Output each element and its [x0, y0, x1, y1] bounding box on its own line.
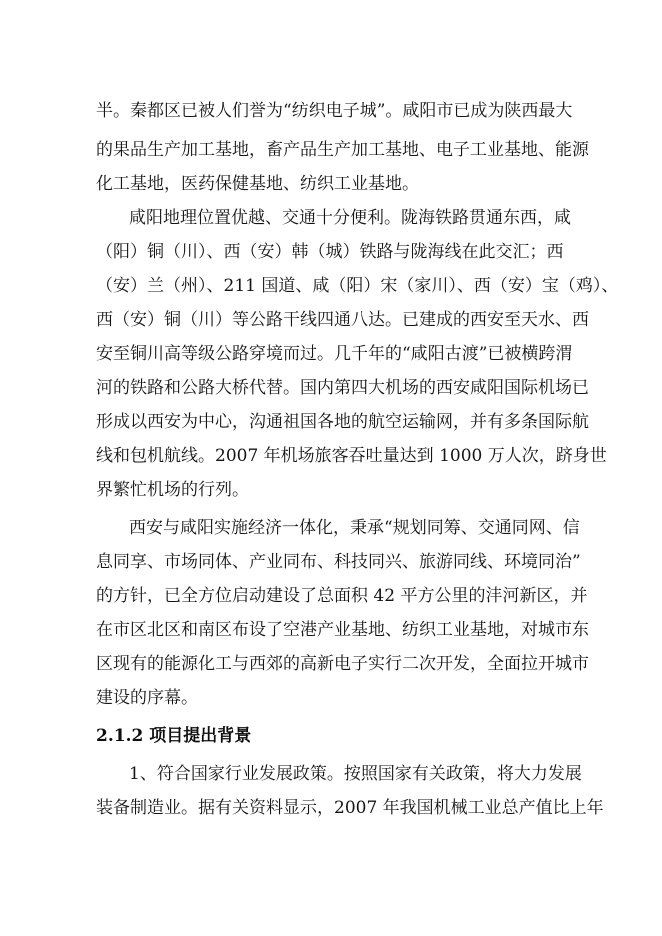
section-heading: 2.1.2 项目提出背景 — [96, 726, 252, 746]
paragraph-3-line-3: 的方针，已全方位启动建设了总面积 42 平方公里的沣河新区，并 — [96, 586, 588, 606]
paragraph-3-line-1: 西安与咸阳实施经济一体化，秉承“规划同筹、交通同网、信 — [129, 518, 580, 538]
paragraph-2-line-2: （阳）铜（川）、西（安）韩（城）铁路与陇海线在此交汇；西 — [96, 242, 564, 262]
paragraph-2-line-3: （安）兰（州）、211 国道、咸（阳）宋（家川）、西（安）宝（鸡）、 — [96, 276, 619, 296]
paragraph-2-line-4: 西（安）铜（川）等公路干线四通八达。已建成的西安至天水、西 — [96, 310, 589, 330]
section-paragraph-line-2: 装备制造业。据有关资料显示，2007 年我国机械工业总产值比上年 — [96, 798, 604, 818]
paragraph-1-line-3: 化工基地，医药保健基地、纺织工业基地。 — [96, 174, 419, 194]
paragraph-2-line-9: 界繁忙机场的行列。 — [96, 480, 249, 500]
paragraph-2-line-6: 河的铁路和公路大桥代替。国内第四大机场的西安咸阳国际机场已 — [96, 378, 589, 398]
paragraph-3-line-5: 区现有的能源化工与西郊的高新电子实行二次开发，全面拉开城市 — [96, 654, 589, 674]
paragraph-3-line-2: 息同享、市场同体、产业同布、科技同兴、旅游同线、环境同治” — [96, 552, 581, 572]
section-paragraph-line-1: 1、符合国家行业发展政策。按照国家有关政策，将大力发展 — [129, 764, 582, 784]
paragraph-1-line-2: 的果品生产加工基地，畜产品生产加工基地、电子工业基地、能源 — [96, 140, 589, 160]
paragraph-3-line-4: 在市区北区和南区布设了空港产业基地、纺织工业基地，对城市东 — [96, 620, 589, 640]
paragraph-2-line-8: 线和包机航线。2007 年机场旅客吞吐量达到 1000 万人次，跻身世 — [96, 446, 607, 466]
paragraph-2-line-5: 安至铜川高等级公路穿境而过。几千年的“咸阳古渡”已被横跨渭 — [96, 344, 573, 364]
paragraph-3-line-6: 建设的序幕。 — [96, 688, 198, 708]
paragraph-2-line-7: 形成以西安为中心，沟通祖国各地的航空运输网，并有多条国际航 — [96, 412, 589, 432]
paragraph-2-line-1: 咸阳地理位置优越、交通十分便利。陇海铁路贯通东西，咸 — [129, 208, 571, 228]
paragraph-1-line-1: 半。秦都区已被人们誉为“纺织电子城”。咸阳市已成为陕西最大 — [96, 101, 573, 121]
